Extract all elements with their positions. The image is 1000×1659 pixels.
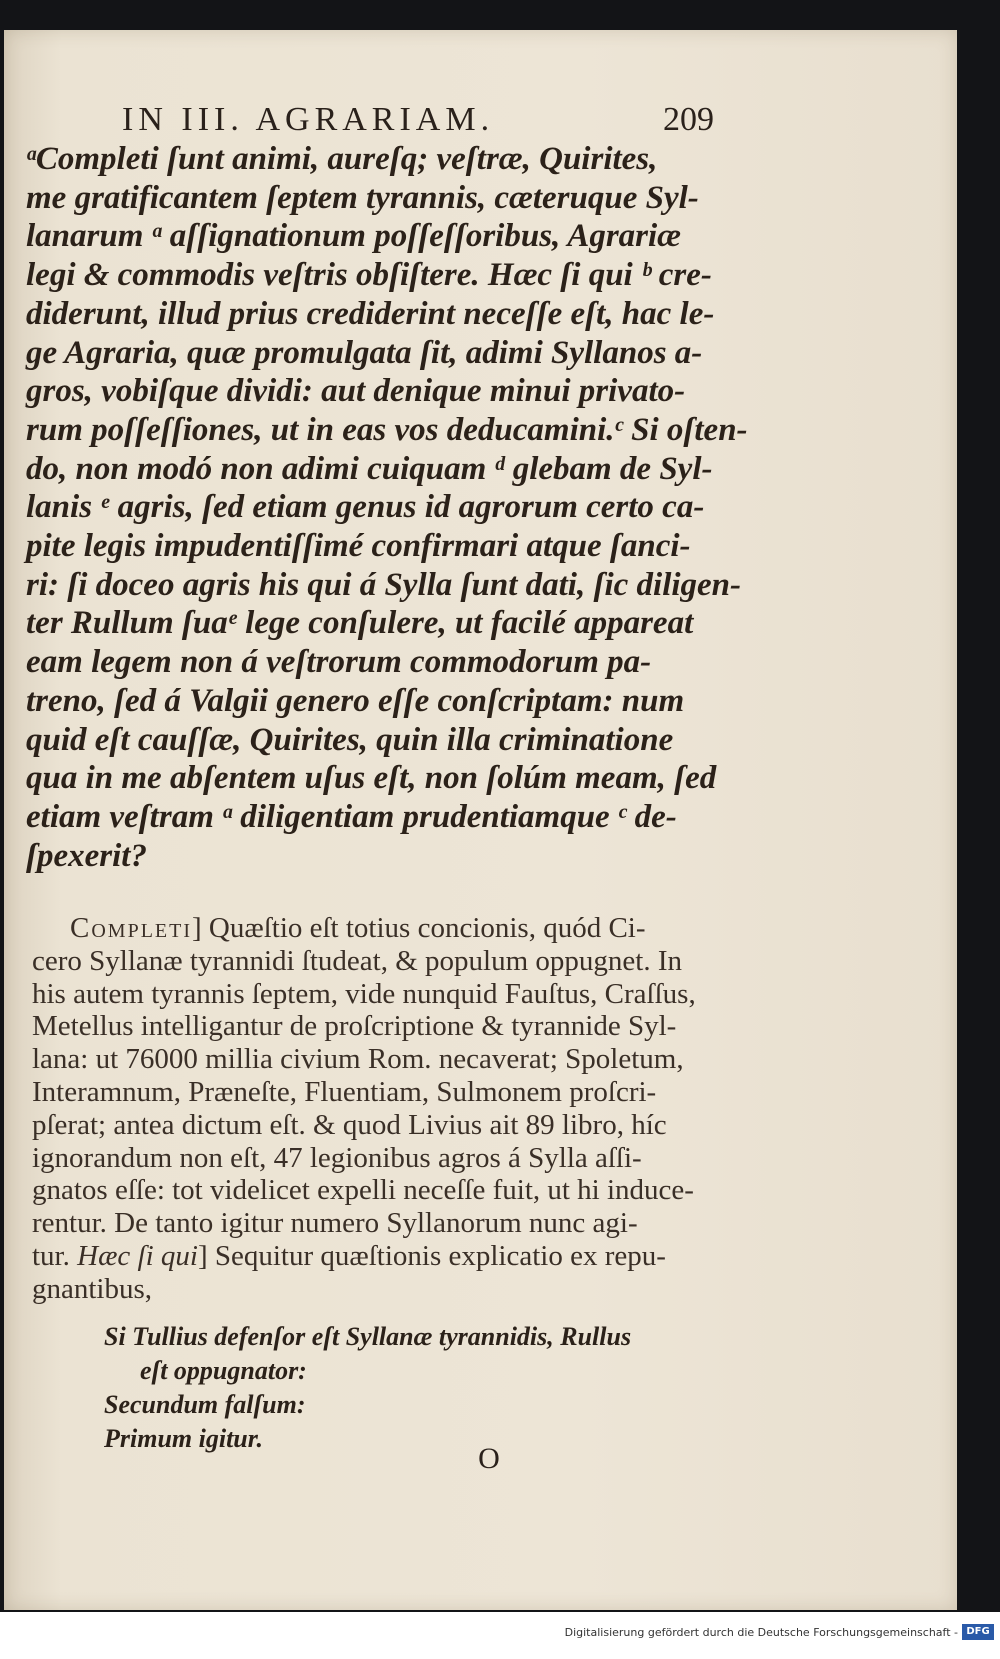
commentary-line: gnantibus,: [32, 1272, 153, 1305]
digitization-footer: [0, 1612, 1000, 1659]
footer-credit: Digitalisierung gefördert durch die Deutsche Forschungsgemeinschaft -: [564, 1626, 958, 1639]
lemma: Completi: [70, 912, 193, 944]
commentary-line: tur. Hæc ſi qui] Sequitur quæſtionis explicatio ex repu-: [32, 1239, 666, 1272]
oration-line: legi & commodis veſtris obſiſtere. Hæc ſi qui ᵇ cre-: [26, 257, 712, 294]
oration-text: [26, 140, 748, 875]
oration-line: treno, ſed á Valgii genero eſſe conſcriptam: num: [26, 682, 685, 719]
oration-line: ri: ſi doceo agris his qui á Sylla ſunt dati, ſic diligen-: [26, 566, 742, 603]
oration-line: lanis ᵉ agris, ſed etiam genus id agrorum certo ca-: [26, 489, 705, 526]
syllogism-major-cont: eſt oppugnator:: [140, 1356, 307, 1385]
commentary-line: Metellus intelligantur de proſcriptione & tyrannide Syl-: [32, 1010, 677, 1043]
running-head: IN III. AGRARIAM.: [122, 101, 495, 138]
commentary-line: Interamnum, Præneſte, Fluentiam, Sulmonem proſcri-: [32, 1075, 657, 1108]
oration-line: diderunt, illud prius crediderint neceſſe eſt, hac le-: [26, 295, 715, 332]
page-number: 209: [663, 101, 714, 138]
signature-mark: O: [478, 1442, 500, 1475]
commentary-line: ignorandum non eſt, 47 legionibus agros á Sylla aſſi-: [32, 1141, 642, 1174]
oration-line: me gratificantem ſeptem tyrannis, cæteruque Syl-: [26, 179, 699, 216]
oration-line: lanarum ᵃ aſſignationum poſſeſſoribus, Agrariæ: [26, 218, 682, 255]
oration-line: qua in me abſentem uſus eſt, non ſolúm meam, ſed: [26, 760, 717, 797]
commentary-line: cero Syllanæ tyrannidi ſtudeat, & populum oppugnet. In: [32, 944, 682, 977]
syllogism-conclusion: Primum igitur.: [104, 1424, 263, 1453]
oration-line: pite legis impudentiſſimé confirmari atque ſanci-: [26, 528, 691, 565]
oration-line: etiam veſtram ᵃ diligentiam prudentiamque ᶜ de-: [26, 798, 677, 835]
oration-line: rum poſſeſſiones, ut in eas vos deducamini.ᶜ Si oſten-: [26, 411, 748, 448]
lemma: Hæc ſi qui: [77, 1239, 198, 1272]
commentary-line: his autem tyrannis ſeptem, vide nunquid Fauſtus, Craſſus,: [32, 977, 696, 1010]
oration-line: ge Agraria, quæ promulgata ſit, adimi Syllanos a-: [26, 334, 703, 371]
commentary-line: rentur. De tanto igitur numero Syllanorum nunc agi-: [32, 1207, 638, 1240]
syllogism: [104, 1320, 724, 1456]
oration-line: eam legem non á veſtrorum commodorum pa-: [26, 644, 652, 681]
commentary-text: [32, 912, 722, 1306]
oration-line: do, non modó non adimi cuiquam ᵈ glebam de Syl-: [26, 450, 713, 487]
commentary-line: Completi] Quæſtio eſt totius concionis, quód Ci-: [70, 912, 646, 944]
oration-line: gros, vobiſque dividi: aut denique minui privato-: [26, 373, 686, 410]
commentary-line: gnatos eſſe: tot videlicet expelli neceſſe fuit, ut hi induce-: [32, 1174, 694, 1207]
oration-line: ter Rullum ſuaᵉ lege conſulere, ut facilé appareat: [26, 605, 694, 642]
oration-line: ſpexerit?: [26, 837, 147, 874]
syllogism-major: Si Tullius defenſor eſt Syllanæ tyrannidis, Rullus: [104, 1322, 632, 1351]
book-page: [4, 30, 957, 1610]
dfg-logo-icon: DFG: [962, 1624, 994, 1640]
syllogism-minor: Secundum falſum:: [104, 1390, 306, 1419]
oration-line: quid eſt cauſſæ, Quirites, quin illa criminatione: [26, 721, 674, 758]
commentary-line: lana: ut 76000 millia civium Rom. necaverat; Spoletum,: [32, 1043, 684, 1076]
commentary-line: pſerat; antea dictum eſt. & quod Livius ait 89 libro, híc: [32, 1108, 667, 1141]
oration-line: ᵃCompleti ſunt animi, aureſq; veſtræ, Quirites,: [26, 141, 658, 177]
